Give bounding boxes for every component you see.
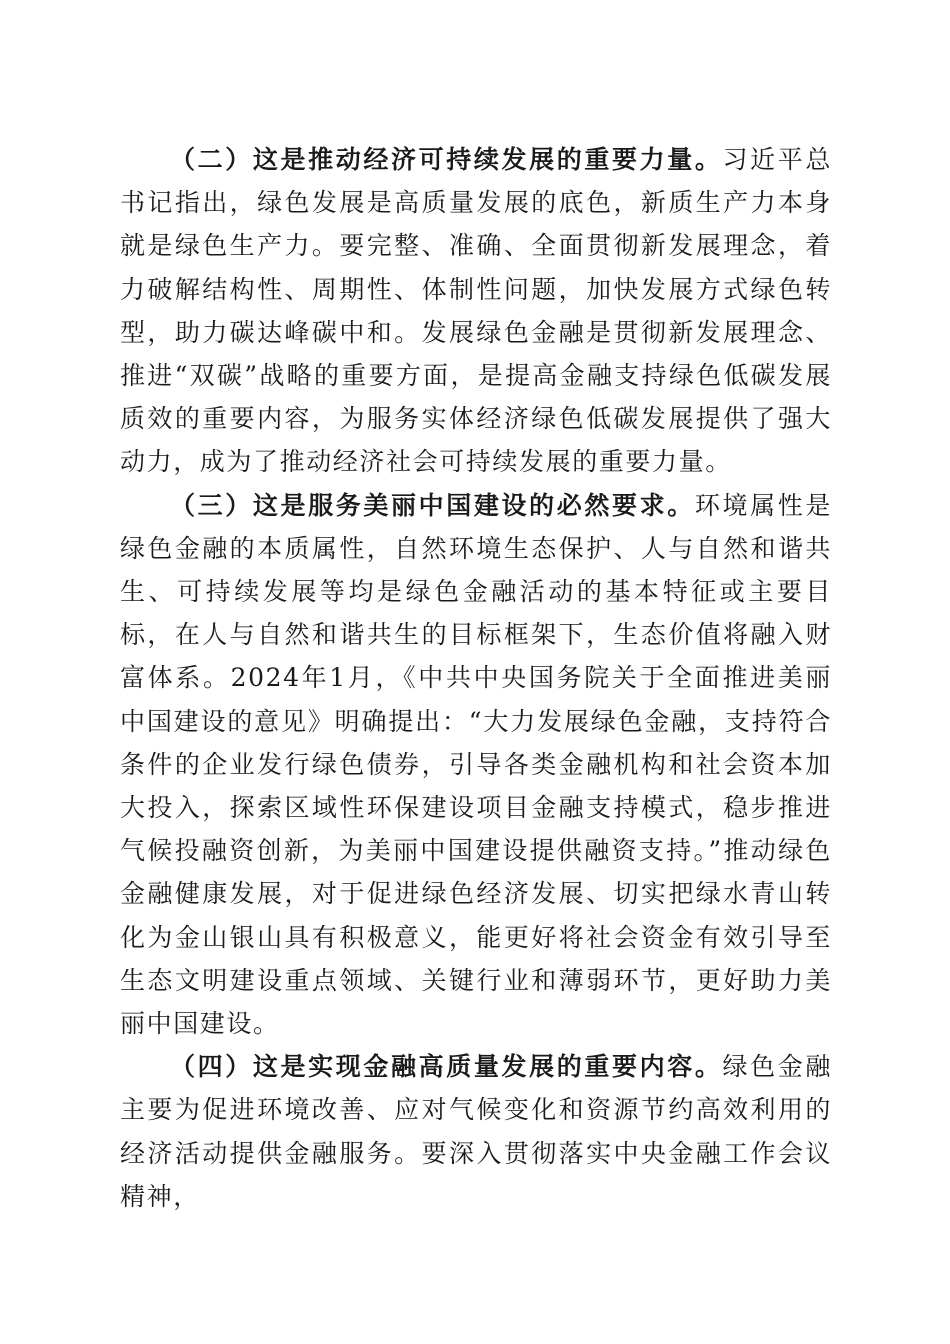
paragraph-financial-development: [120, 1045, 832, 1218]
paragraph-text: 环境属性是绿色金融的本质属性，自然环境生态保护、人与自然和谐共生、可持续发展等均是绿色金融活动的基本特征或主要目标，在人与自然和谐共生的目标框架下，生态价值将融入财富体系。2024年1月，《中共中央国务院关于全面推进美丽中国建设的意见》明确提出：“大力发展绿色金融，支持符合条件的企业发行绿色债券，引导各类金融机构和社会资本加大投入，探索区域性环保建设项目金融支持模式，稳步推进气候投融资创新，为美丽中国建设提供融资支持。”推动绿色金融健康发展，对于促进绿色经济发展、切实把绿水青山转化为金山银山具有积极意义，能更好将社会资金有效引导至生态文明建设重点领域、关键行业和薄弱环节，更好助力美丽中国建设。: [120, 490, 832, 1039]
paragraph-sustainable-development: [120, 138, 832, 484]
paragraph-heading: （二）这是推动经济可持续发展的重要力量。: [170, 145, 723, 174]
paragraph-text: 绿色金融主要为促进环境改善、应对气候变化和资源节约高效利用的经济活动提供金融服务。要深入贯彻落实中央金融工作会议精神，: [120, 1052, 832, 1211]
paragraph-heading: （三）这是服务美丽中国建设的必然要求。: [170, 490, 695, 520]
document-body: [120, 138, 832, 1218]
paragraph-heading: （四）这是实现金融高质量发展的重要内容。: [170, 1052, 723, 1082]
paragraph-text: 习近平总书记指出，绿色发展是高质量发展的底色，新质生产力本身就是绿色生产力。要完整、准确、全面贯彻新发展理念，着力破解结构性、周期性、体制性问题，加快发展方式绿色转型，助力碳达峰碳中和。发展绿色金融是贯彻新发展理念、推进“双碳”战略的重要方面，是提高金融支持绿色低碳发展质效的重要内容，为服务实体经济绿色低碳发展提供了强大动力，成为了推动经济社会可持续发展的重要力量。: [120, 145, 832, 477]
paragraph-beautiful-china: [120, 484, 832, 1046]
